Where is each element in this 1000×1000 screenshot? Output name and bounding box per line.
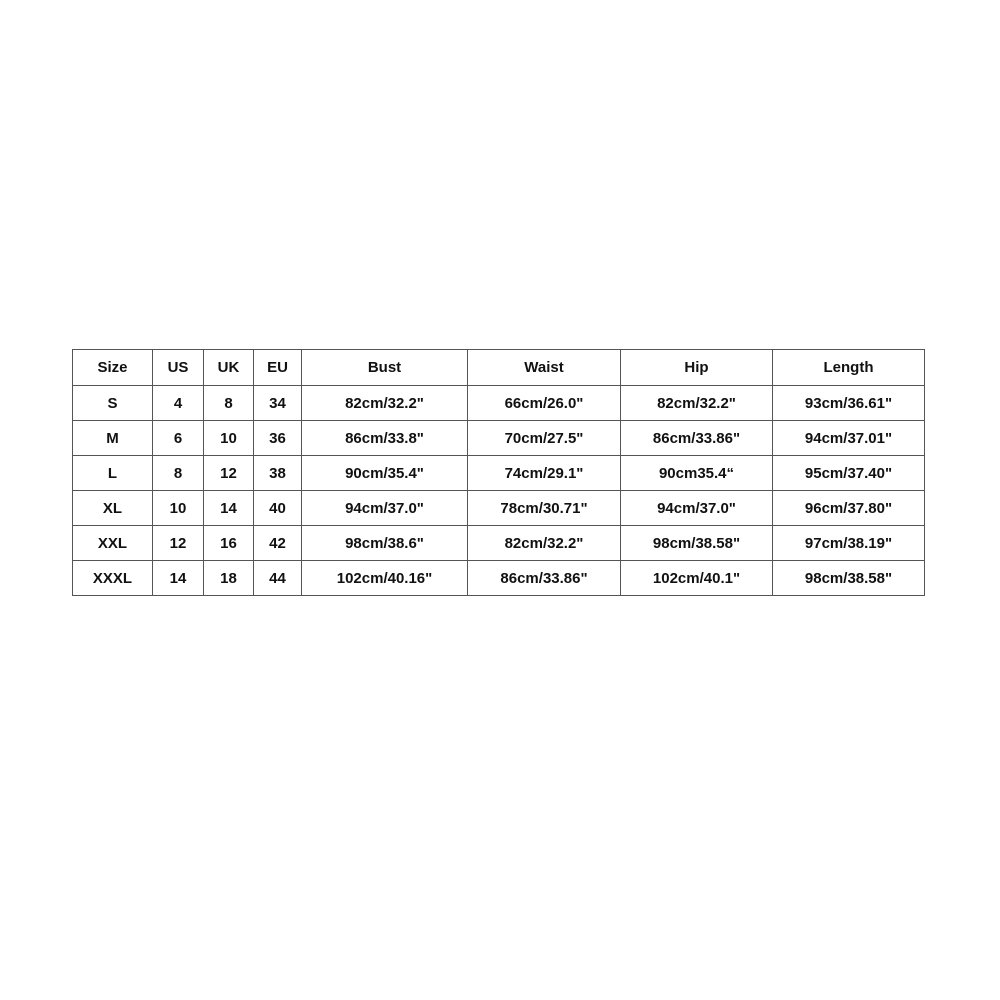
cell-hip: 82cm/32.2" (621, 386, 773, 421)
table-row (73, 456, 925, 491)
header-length: Length (773, 350, 925, 386)
header-size: Size (73, 350, 153, 386)
header-hip: Hip (621, 350, 773, 386)
cell-uk: 10 (204, 421, 254, 456)
cell-hip: 86cm/33.86" (621, 421, 773, 456)
cell-size: S (73, 386, 153, 421)
cell-us: 14 (153, 561, 204, 596)
cell-hip: 102cm/40.1" (621, 561, 773, 596)
size-chart-table (72, 349, 925, 596)
cell-uk: 14 (204, 491, 254, 526)
cell-eu: 40 (254, 491, 302, 526)
cell-length: 98cm/38.58" (773, 561, 925, 596)
cell-size: XXXL (73, 561, 153, 596)
table-row (73, 421, 925, 456)
table-row (73, 526, 925, 561)
cell-bust: 102cm/40.16" (302, 561, 468, 596)
cell-uk: 12 (204, 456, 254, 491)
cell-eu: 38 (254, 456, 302, 491)
cell-us: 8 (153, 456, 204, 491)
header-waist: Waist (468, 350, 621, 386)
cell-waist: 78cm/30.71" (468, 491, 621, 526)
cell-bust: 94cm/37.0" (302, 491, 468, 526)
cell-us: 6 (153, 421, 204, 456)
cell-length: 95cm/37.40" (773, 456, 925, 491)
cell-length: 96cm/37.80" (773, 491, 925, 526)
table-row (73, 386, 925, 421)
table-row (73, 491, 925, 526)
cell-size: L (73, 456, 153, 491)
cell-eu: 44 (254, 561, 302, 596)
cell-bust: 90cm/35.4" (302, 456, 468, 491)
cell-hip: 90cm35.4“ (621, 456, 773, 491)
size-chart-header (73, 350, 925, 386)
cell-hip: 94cm/37.0" (621, 491, 773, 526)
cell-size: XXL (73, 526, 153, 561)
header-bust: Bust (302, 350, 468, 386)
cell-length: 94cm/37.01" (773, 421, 925, 456)
cell-bust: 82cm/32.2" (302, 386, 468, 421)
cell-hip: 98cm/38.58" (621, 526, 773, 561)
cell-uk: 8 (204, 386, 254, 421)
header-eu: EU (254, 350, 302, 386)
cell-size: M (73, 421, 153, 456)
cell-size: XL (73, 491, 153, 526)
cell-waist: 86cm/33.86" (468, 561, 621, 596)
cell-waist: 74cm/29.1" (468, 456, 621, 491)
cell-eu: 42 (254, 526, 302, 561)
cell-bust: 98cm/38.6" (302, 526, 468, 561)
cell-uk: 16 (204, 526, 254, 561)
header-row (73, 350, 925, 386)
cell-uk: 18 (204, 561, 254, 596)
cell-eu: 36 (254, 421, 302, 456)
table-row (73, 561, 925, 596)
cell-us: 4 (153, 386, 204, 421)
cell-us: 10 (153, 491, 204, 526)
cell-us: 12 (153, 526, 204, 561)
cell-waist: 70cm/27.5" (468, 421, 621, 456)
cell-waist: 82cm/32.2" (468, 526, 621, 561)
cell-bust: 86cm/33.8" (302, 421, 468, 456)
cell-length: 93cm/36.61" (773, 386, 925, 421)
cell-length: 97cm/38.19" (773, 526, 925, 561)
header-us: US (153, 350, 204, 386)
header-uk: UK (204, 350, 254, 386)
size-chart-body (73, 386, 925, 596)
cell-waist: 66cm/26.0" (468, 386, 621, 421)
cell-eu: 34 (254, 386, 302, 421)
